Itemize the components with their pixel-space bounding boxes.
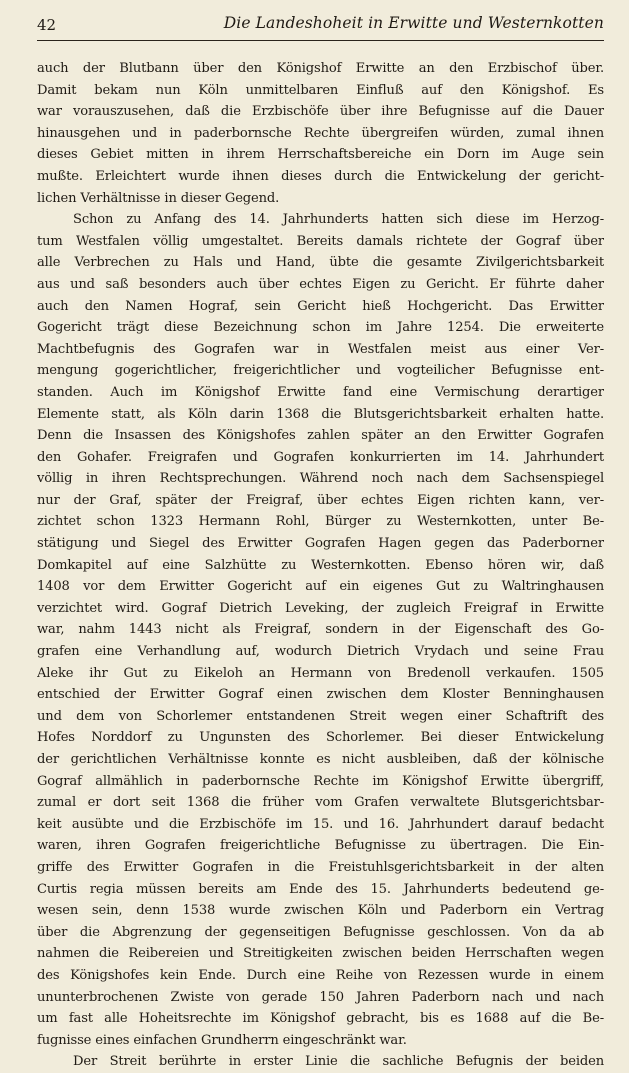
page-number: 42 [37, 16, 57, 34]
text-line: tum Westfalen völlig umgestaltet. Bereits damals richtete der Gograf über [37, 233, 604, 249]
text-line: griffe des Erwitter Gografen in die Freistuhlsgerichtsbarkeit in der alten [37, 859, 604, 875]
text-line: zumal er dort seit 1368 die früher vom Grafen verwaltete Blutsgerichtsbar- [37, 795, 604, 811]
text-line: des Königshofes kein Ende. Durch eine Reihe von Rezessen wurde in einem [37, 967, 604, 983]
text-line: Aleke ihr Gut zu Eikeloh an Hermann von Bredenoll verkaufen. 1505 [37, 665, 604, 681]
text-line: Damit bekam nun Köln unmittelbaren Einfluß auf den Königshof. Es [37, 82, 604, 98]
text-line: lichen Verhältnisse in dieser Gegend. [37, 190, 280, 206]
page-header [37, 12, 604, 41]
text-line: den Gohafer. Freigrafen und Gografen konkurrierten im 14. Jahrhundert [37, 449, 604, 465]
text-line: dieses Gebiet mitten in ihrem Herrschaftsbereiche ein Dorn im Auge sein [37, 147, 604, 163]
text-line: war vorauszusehen, daß die Erzbischöfe über ihre Befugnisse auf die Dauer [37, 104, 604, 120]
text-line: verzichtet wird. Gograf Dietrich Leveking, der zugleich Freigraf in Erwitte [37, 600, 604, 616]
text-line: nahmen die Reibereien und Streitigkeiten zwischen beiden Herrschaften wegen [37, 946, 604, 962]
text-line: alle Verbrechen zu Hals und Hand, übte die gesamte Zivilgerichtsbarkeit [37, 255, 604, 271]
text-line: nur der Graf, später der Freigraf, über echtes Eigen richten kann, ver- [37, 492, 604, 508]
running-title: Die Landeshoheit in Erwitte und Westernkotten [223, 14, 604, 32]
text-line: auch den Namen Hograf, sein Gericht hieß Hochgericht. Das Erwitter [37, 298, 604, 314]
text-line: aus und saß besonders auch über echtes Eigen zu Gericht. Er führte daher [37, 276, 604, 292]
text-line: keit ausübte und die Erzbischöfe im 15. und 16. Jahrhundert darauf bedacht [37, 816, 604, 832]
text-line: war, nahm 1443 nicht als Freigraf, sondern in der Eigenschaft des Go- [37, 622, 604, 638]
text-line: Denn die Insassen des Königshofes zahlen später an den Erwitter Gografen [37, 428, 604, 444]
text-line: Elemente statt, als Köln darin 1368 die Blutsgerichtsbarkeit erhalten hatte. [37, 406, 604, 422]
text-line: fugnisse eines einfachen Grundherrn eingeschränkt war. [37, 1032, 407, 1048]
body-text [37, 58, 604, 1073]
text-line: hinausgehen und in paderbornsche Rechte übergreifen würden, zumal ihnen [37, 125, 604, 141]
text-line: Domkapitel auf eine Salzhütte zu Westernkotten. Ebenso hören wir, daß [37, 557, 604, 573]
text-line: ununterbrochenen Zwiste von gerade 150 Jahren Paderborn nach und nach [37, 989, 604, 1005]
text-line: standen. Auch im Königshof Erwitte fand eine Vermischung derartiger [37, 384, 604, 400]
text-line: waren, ihren Gografen freigerichtliche Befugnisse zu übertragen. Die Ein- [37, 838, 604, 854]
text-line: 1408 vor dem Erwitter Gogericht auf ein eigenes Gut zu Waltringhausen [37, 579, 604, 595]
text-line: auch der Blutbann über den Königshof Erwitte an den Erzbischof über. [37, 61, 604, 76]
text-line: Hofes Norddorf zu Ungunsten des Schorlemer. Bei dieser Entwickelung [37, 730, 604, 746]
text-line: Der Streit berührte in erster Linie die sachliche Befugnis der beiden [73, 1054, 604, 1070]
text-line: Curtis regia müssen bereits am Ende des 15. Jahrhunderts bedeutend ge- [37, 881, 604, 897]
text-line: mußte. Erleichtert wurde ihnen dieses durch die Entwickelung der gericht- [37, 168, 604, 184]
text-line: und dem von Schorlemer entstandenen Streit wegen einer Schaftrift des [37, 708, 604, 724]
text-line: Gograf allmählich in paderbornsche Rechte im Königshof Erwitte übergriff, [37, 773, 604, 789]
text-line: über die Abgrenzung der gegenseitigen Befugnisse geschlossen. Von da ab [37, 924, 604, 940]
text-line: Gogericht trägt diese Bezeichnung schon im Jahre 1254. Die erweiterte [37, 320, 604, 336]
text-line: mengung gogerichtlicher, freigerichtlicher und vogteilicher Befugnisse ent- [37, 363, 604, 379]
text-line: grafen eine Verhandlung auf, wodurch Dietrich Vrydach und seine Frau [37, 644, 604, 660]
text-line: Schon zu Anfang des 14. Jahrhunderts hatten sich diese im Herzog- [73, 212, 604, 228]
text-line: stätigung und Siegel des Erwitter Gografen Hagen gegen das Paderborner [37, 536, 604, 552]
text-line: völlig in ihren Rechtsprechungen. Während noch nach dem Sachsenspiegel [37, 471, 604, 487]
text-line: zichtet schon 1323 Hermann Rohl, Bürger zu Westernkotten, unter Be- [37, 514, 604, 530]
text-line: der gerichtlichen Verhältnisse konnte es nicht ausbleiben, daß der kölnische [37, 752, 604, 767]
text-line: entschied der Erwitter Gograf einen zwischen dem Kloster Benninghausen [37, 687, 604, 703]
text-line: um fast alle Hoheitsrechte im Königshof gebracht, bis es 1688 auf die Be- [37, 1011, 604, 1027]
text-line: Machtbefugnis des Gografen war in Westfalen meist aus einer Ver- [37, 341, 604, 357]
text-line: wesen sein, denn 1538 wurde zwischen Köln und Paderborn ein Vertrag [37, 903, 604, 919]
